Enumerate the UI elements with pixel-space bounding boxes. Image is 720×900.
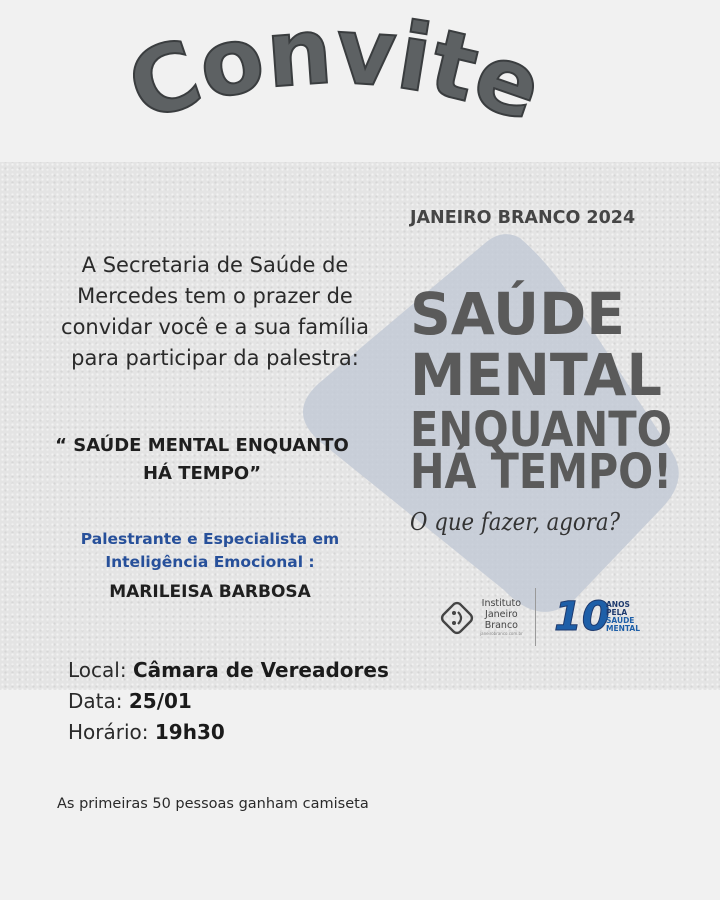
- event-date: Data: 25/01: [68, 689, 192, 713]
- instituto-janeiro-branco-logo: Instituto Janeiro Branco janeirobranco.com.br: [438, 598, 523, 637]
- intro-line: para participar da palestra:: [71, 346, 359, 370]
- speaker-role: Palestrante e Especialista em Inteligência Emocional :: [80, 530, 340, 571]
- headline-line-1: SAÚDE: [410, 280, 630, 348]
- headline-line-2: MENTAL: [410, 341, 662, 409]
- headline-line-4: HÁ TEMPO!: [410, 444, 716, 500]
- svg-text:ANOS: ANOS: [606, 600, 630, 609]
- event-details: [68, 655, 389, 748]
- ten-years-number: 10: [554, 594, 610, 636]
- campaign-tagline: O que fazer, agora?: [410, 508, 621, 536]
- intro-line: A Secretaria de Saúde de: [81, 253, 349, 277]
- speaker-name: MARILEISA BARBOSA: [109, 582, 311, 602]
- logo-divider: [535, 588, 536, 646]
- campaign-header: JANEIRO BRANCO 2024: [410, 208, 636, 228]
- footer-note: As primeiras 50 pessoas ganham camiseta: [57, 796, 369, 812]
- instituto-logo-icon: [438, 599, 476, 637]
- intro-line: Mercedes tem o prazer de: [77, 284, 353, 308]
- intro-line: convidar você e a sua família: [61, 315, 369, 339]
- ten-years-logo: [554, 594, 644, 636]
- title-text: Convite: [115, 0, 556, 143]
- svg-text:SAÚDE: SAÚDE: [606, 616, 635, 625]
- svg-text:PELA: PELA: [606, 608, 628, 617]
- event-location: Local: Câmara de Vereadores: [68, 658, 389, 682]
- intro-paragraph: [30, 250, 400, 374]
- talk-title: “ SAÚDE MENTAL ENQUANTO HÁ TEMPO”: [55, 435, 349, 484]
- event-time: Horário: 19h30: [68, 720, 225, 744]
- headline-line-3: ENQUANTO: [410, 402, 672, 458]
- svg-text:MENTAL: MENTAL: [606, 624, 640, 633]
